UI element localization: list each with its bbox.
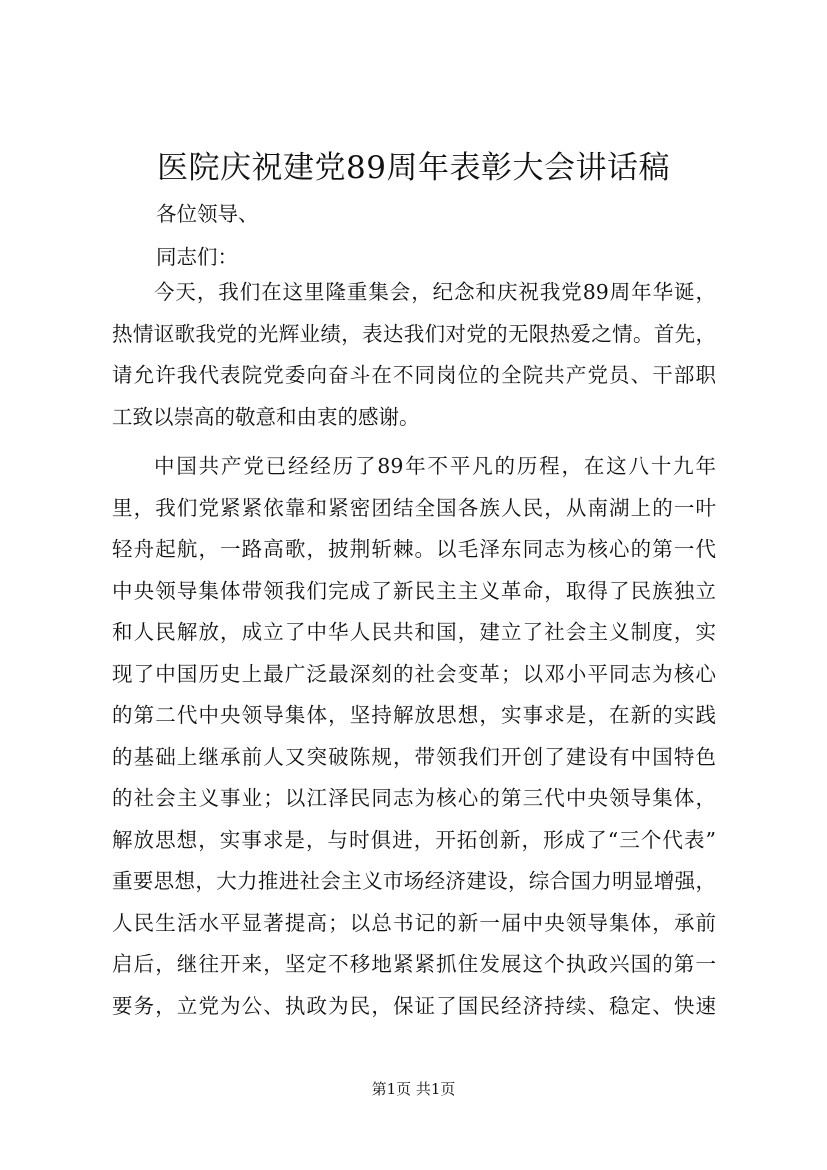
- paragraph-line: 里，我们党紧紧依靠和紧密团结全国各族人民，从南湖上的一叶: [112, 495, 716, 520]
- paragraph-line: 热情讴歌我党的光辉业绩，表达我们对党的无限热爱之情。首先，: [112, 321, 716, 346]
- paragraph-line: 要务，立党为公、执政为民，保证了国民经济持续、稳定、快速: [112, 993, 716, 1018]
- paragraph-history: [112, 446, 716, 1027]
- paragraph-line: 解放思想，实事求是，与时俱进，开拓创新，形成了“三个代表”: [112, 827, 716, 852]
- paragraph-line: 重要思想，大力推进社会主义市场经济建设，综合国力明显增强，: [112, 869, 716, 893]
- paragraph-line: 现了中国历史上最广泛最深刻的社会变革；以邓小平同志为核心: [112, 661, 716, 686]
- paragraph-line: 的基础上继承前人又突破陈规，带领我们开创了建设有中国特色: [112, 744, 716, 769]
- paragraph-line: 轻舟起航，一路高歌，披荆斩棘。以毛泽东同志为核心的第一代: [112, 537, 716, 561]
- document-title: 医院庆祝建党89周年表彰大会讲话稿: [157, 150, 670, 186]
- paragraph-line: 启后，继往开来，坚定不移地紧紧抓住发展这个执政兴国的第一: [112, 952, 716, 976]
- paragraph-opening: [112, 272, 716, 438]
- paragraph-line: 人民生活水平显著提高；以总书记的新一届中央领导集体，承前: [112, 910, 716, 935]
- paragraph-line: 今天，我们在这里隆重集会，纪念和庆祝我党89周年华诞，: [154, 280, 716, 304]
- paragraph-line: 中央领导集体带领我们完成了新民主主义革命，取得了民族独立: [112, 578, 716, 603]
- salutation-leaders: 各位领导、: [156, 202, 259, 226]
- paragraph-line: 的社会主义事业；以江泽民同志为核心的第三代中央领导集体，: [112, 786, 716, 810]
- paragraph-line: 中国共产党已经经历了89年不平凡的历程，在这八十九年: [154, 454, 716, 478]
- page-footer: 第1页 共1页: [371, 1080, 456, 1098]
- paragraph-line: 工致以崇高的敬意和由衷的感谢。: [112, 404, 420, 429]
- paragraph-line: 请允许我代表院党委向奋斗在不同岗位的全院共产党员、干部职: [112, 363, 716, 387]
- paragraph-line: 和人民解放，成立了中华人民共和国，建立了社会主义制度，实: [112, 620, 716, 644]
- paragraph-line: 的第二代中央领导集体，坚持解放思想，实事求是，在新的实践: [112, 703, 716, 727]
- salutation-comrades: 同志们：: [156, 245, 238, 269]
